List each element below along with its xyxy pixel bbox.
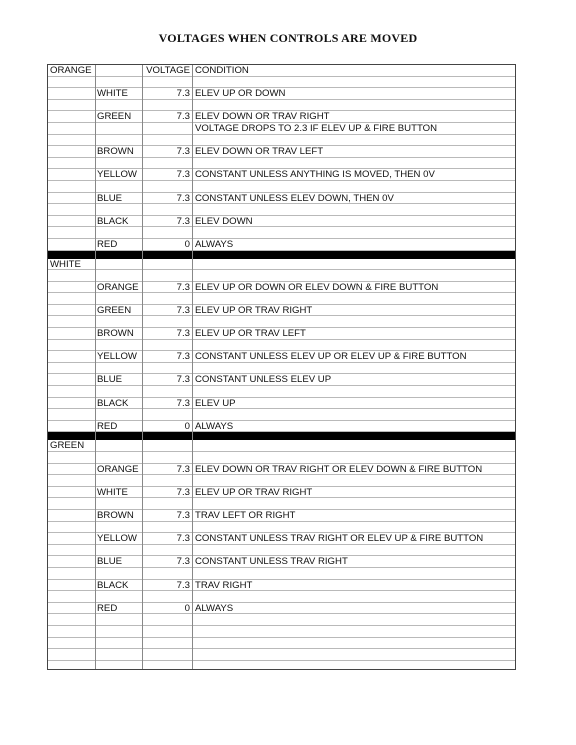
group-header-row [48,259,515,271]
voltage-value: 7.3 [176,509,190,521]
group-name: WHITE [50,258,81,270]
group-header-row [48,440,515,452]
condition-text: ELEV UP OR DOWN [195,88,286,100]
column-divider [192,65,193,669]
table-row-blank [48,522,515,534]
table-row-blank [48,475,515,487]
table-row [48,510,515,522]
table-row-blank [48,270,515,282]
table-row [48,169,515,181]
wire-color: GREEN [97,111,132,123]
table-row [48,556,515,568]
condition-text: ELEV UP OR TRAV RIGHT [195,304,313,316]
table-row [48,487,515,499]
table-row [48,282,515,294]
table-row-blank [48,591,515,603]
wire-color: BROWN [97,509,134,521]
condition-text: ELEV DOWN [195,215,253,227]
voltage-header: VOLTAGE [146,65,190,76]
table-row-blank [48,135,515,147]
voltage-value: 0 [184,420,190,432]
condition-text: ALWAYS [195,602,234,614]
table-row-blank [48,293,515,305]
wire-color: ORANGE [97,463,139,475]
wire-color: ORANGE [97,281,139,293]
voltage-value: 7.3 [176,579,190,591]
table-row-blank [48,363,515,375]
table-row-blank [48,204,515,216]
condition-text: ELEV UP OR TRAV RIGHT [195,486,313,498]
voltage-value: 7.3 [176,486,190,498]
table-row [48,111,515,123]
voltage-value: 7.3 [176,328,190,340]
wire-color: BROWN [97,146,134,158]
table-row [48,328,515,340]
condition-text: CONSTANT UNLESS ELEV DOWN, THEN 0V [195,192,394,204]
group-name: GREEN [50,440,85,452]
table-row-blank [48,386,515,398]
table-row-blank [48,100,515,112]
condition-text: ELEV UP OR DOWN OR ELEV DOWN & FIRE BUTTON [195,281,439,293]
table-row-blank [48,568,515,580]
group-header-row [48,65,515,77]
table-row-blank [48,340,515,352]
voltage-table [47,64,516,670]
column-divider [95,65,96,669]
table-row [48,146,515,158]
voltage-value: 7.3 [176,146,190,158]
voltage-value: 7.3 [176,215,190,227]
condition-text: ELEV DOWN OR TRAV RIGHT [195,111,330,123]
table-row [48,88,515,100]
table-row [48,533,515,545]
condition-note: VOLTAGE DROPS TO 2.3 IF ELEV UP & FIRE BUTTON [195,122,438,134]
voltage-value: 7.3 [176,169,190,181]
voltage-value: 7.3 [176,463,190,475]
wire-color: RED [97,420,118,432]
wire-color: BLACK [97,579,129,591]
table-row [48,464,515,476]
condition-text: CONSTANT UNLESS ANYTHING IS MOVED, THEN 0V [195,169,435,181]
table-row-blank [48,316,515,328]
table-row [48,193,515,205]
table-row-blank [48,409,515,421]
wire-color: RED [97,238,118,250]
table-row-note [48,123,515,135]
table-row [48,239,515,251]
table-row [48,603,515,615]
wire-color: BLUE [97,192,123,204]
voltage-value: 7.3 [176,351,190,363]
wire-color: YELLOW [97,351,137,363]
condition-text: ELEV UP [195,397,236,409]
condition-text: ALWAYS [195,238,234,250]
wire-color: WHITE [97,486,128,498]
table-row-blank [48,77,515,89]
table-row [48,305,515,317]
voltage-value: 7.3 [176,304,190,316]
table-row-blank [48,498,515,510]
wire-color: YELLOW [97,169,137,181]
page-title: VOLTAGES WHEN CONTROLS ARE MOVED [158,31,418,45]
voltage-value: 7.3 [176,192,190,204]
condition-text: CONSTANT UNLESS ELEV UP [195,374,332,386]
condition-text: CONSTANT UNLESS TRAV RIGHT [195,556,348,568]
wire-color: BROWN [97,328,134,340]
wire-color: BLUE [97,556,123,568]
table-row-blank [48,181,515,193]
voltage-value: 7.3 [176,88,190,100]
voltage-value: 7.3 [176,281,190,293]
wire-color: BLACK [97,215,129,227]
table-row-blank [48,661,515,670]
voltage-value: 7.3 [176,374,190,386]
table-row [48,421,515,433]
table-body [48,65,515,670]
group-separator [48,251,515,259]
table-row [48,374,515,386]
condition-text: CONSTANT UNLESS TRAV RIGHT OR ELEV UP & FIRE BUTTON [195,533,484,545]
voltage-value: 7.3 [176,556,190,568]
condition-text: TRAV LEFT OR RIGHT [195,509,296,521]
table-row [48,351,515,363]
wire-color: YELLOW [97,533,137,545]
table-row [48,580,515,592]
group-separator [48,432,515,440]
voltage-value: 7.3 [176,533,190,545]
table-row [48,216,515,228]
table-row-blank [48,614,515,626]
table-row-blank [48,638,515,650]
condition-text: CONSTANT UNLESS ELEV UP OR ELEV UP & FIRE BUTTON [195,351,467,363]
table-row-blank [48,626,515,638]
table-row-blank [48,158,515,170]
wire-color: BLACK [97,397,129,409]
condition-header: CONDITION [195,65,249,76]
condition-text: ALWAYS [195,420,234,432]
condition-text: ELEV DOWN OR TRAV RIGHT OR ELEV DOWN & FIRE BUTTON [195,463,483,475]
table-row-blank [48,649,515,661]
table-row [48,398,515,410]
table-row-blank [48,545,515,557]
table-row-blank [48,227,515,239]
wire-color: BLUE [97,374,123,386]
voltage-value: 0 [184,238,190,250]
condition-text: TRAV RIGHT [195,579,253,591]
condition-text: ELEV UP OR TRAV LEFT [195,328,306,340]
condition-text: ELEV DOWN OR TRAV LEFT [195,146,324,158]
voltage-value: 7.3 [176,111,190,123]
wire-color: WHITE [97,88,128,100]
wire-color: GREEN [97,304,132,316]
table-row-blank [48,452,515,464]
column-divider [142,65,143,669]
wire-color: RED [97,602,118,614]
voltage-value: 0 [184,602,190,614]
voltage-value: 7.3 [176,397,190,409]
group-name: ORANGE [50,65,92,76]
